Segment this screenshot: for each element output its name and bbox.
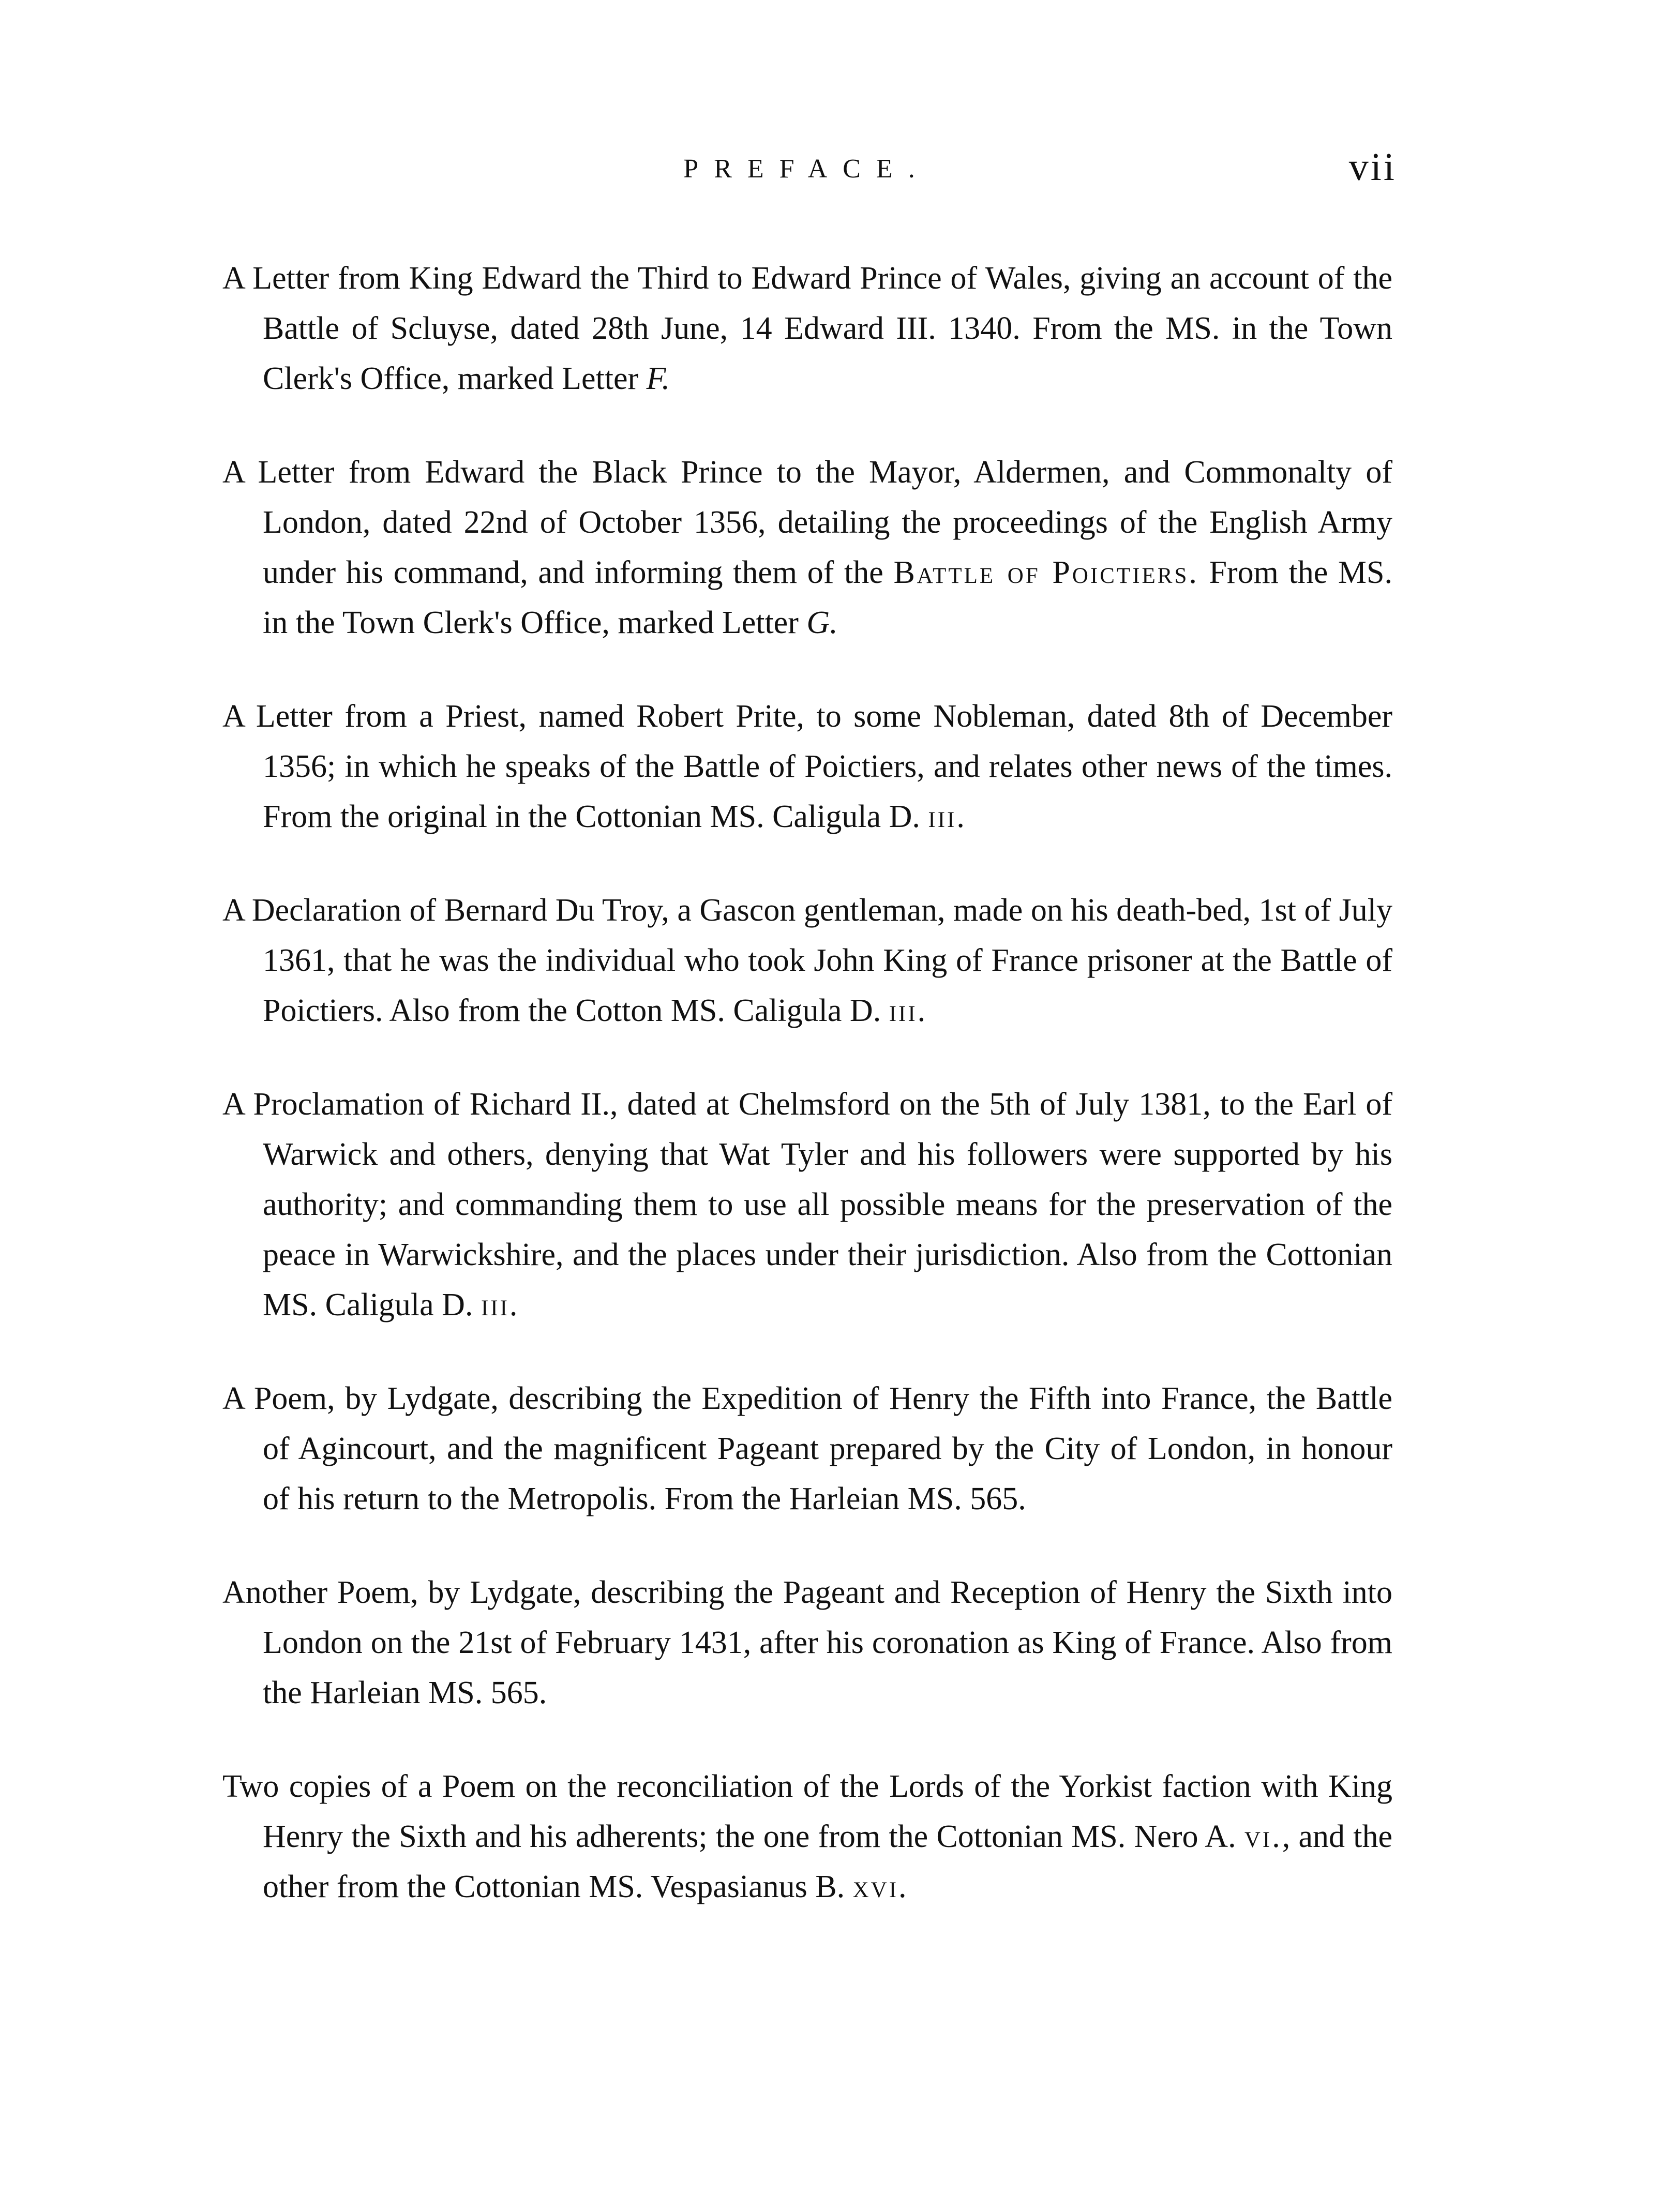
page-header	[217, 146, 1397, 192]
entry-poem-lydgate-henry-fifth	[222, 1374, 1392, 1524]
entry-text-continued: , and the other from the Cottonian MS. Vespasianus B.	[263, 1819, 1392, 1904]
page-number: vii	[1348, 145, 1397, 189]
entry-text: A Letter from King Edward the Third to Edward Prince of Wales, giving an account of the Battle of Scluyse, dated 28th June, 14 Edward III. 1340. From the MS. in the Town Clerk's Office, marked Letter	[222, 261, 1392, 396]
entry-roman-numeral: iii.	[889, 993, 928, 1028]
entry-roman-numeral: vi.	[1244, 1819, 1282, 1854]
entry-letter-edward-third	[222, 253, 1392, 404]
entry-roman-numeral-2: xvi.	[852, 1869, 909, 1904]
entry-text: A Declaration of Bernard Du Troy, a Gascon gentleman, made on his death-bed, 1st of July 1361, that he was the individual who took John King of France prisoner at the Battle of Poictiers. Also from the Cotton MS. Caligula D.	[222, 893, 1392, 1028]
running-title: PREFACE.	[683, 154, 931, 184]
entry-roman-numeral: iii.	[481, 1287, 520, 1323]
entry-poem-lydgate-henry-sixth	[222, 1568, 1392, 1718]
entry-proclamation-richard-ii	[222, 1079, 1392, 1330]
entry-text: A Letter from Edward the Black Prince to the Mayor, Aldermen, and Commonalty of London, dated 22nd of October 1356, detailing the proceedings of the English Army under his command, and informing them of the	[222, 455, 1392, 590]
entry-letter-black-prince	[222, 447, 1392, 648]
entry-declaration-du-troy	[222, 885, 1392, 1036]
entry-letter-robert-prite	[222, 692, 1392, 842]
entry-text: A Letter from a Priest, named Robert Prite, to some Nobleman, dated 8th of December 1356; in which he speaks of the Battle of Poictiers, and relates other news of the times. From the original in the Cottonian MS. Caligula D.	[222, 699, 1392, 834]
entry-text: Another Poem, by Lydgate, describing the Pageant and Reception of Henry the Sixth into London on the 21st of February 1431, after his coronation as King of France. Also from the Harleian MS. 565.	[222, 1575, 1392, 1710]
entry-letter-mark: F.	[646, 361, 670, 396]
entry-roman-numeral: iii.	[928, 799, 967, 834]
entry-text-continued: From the MS. in the Town Clerk's Office, marked Letter	[263, 555, 1393, 640]
entry-smallcaps-title: Battle of Poictiers.	[893, 555, 1199, 590]
entry-letter-mark: G.	[806, 605, 838, 640]
entry-text: A Poem, by Lydgate, describing the Expedition of Henry the Fifth into France, the Battle of Agincourt, and the magnificent Pageant prepared by the City of London, in honour of his return to the Metropolis. From the Harleian MS. 565.	[222, 1381, 1392, 1516]
entry-list	[222, 253, 1392, 1956]
entry-poem-yorkist-reconciliation	[222, 1762, 1392, 1912]
entry-text: Two copies of a Poem on the reconciliation of the Lords of the Yorkist faction with King Henry the Sixth and his adherents; the one from the Cottonian MS. Nero A.	[222, 1769, 1392, 1854]
entry-text: A Proclamation of Richard II., dated at Chelmsford on the 5th of July 1381, to the Earl of Warwick and others, denying that Wat Tyler and his followers were supported by his authority; and commanding them to use all possible means for the preservation of the peace in Warwickshire, and the places under their jurisdiction. Also from the Cottonian MS. Caligula D.	[222, 1087, 1392, 1323]
